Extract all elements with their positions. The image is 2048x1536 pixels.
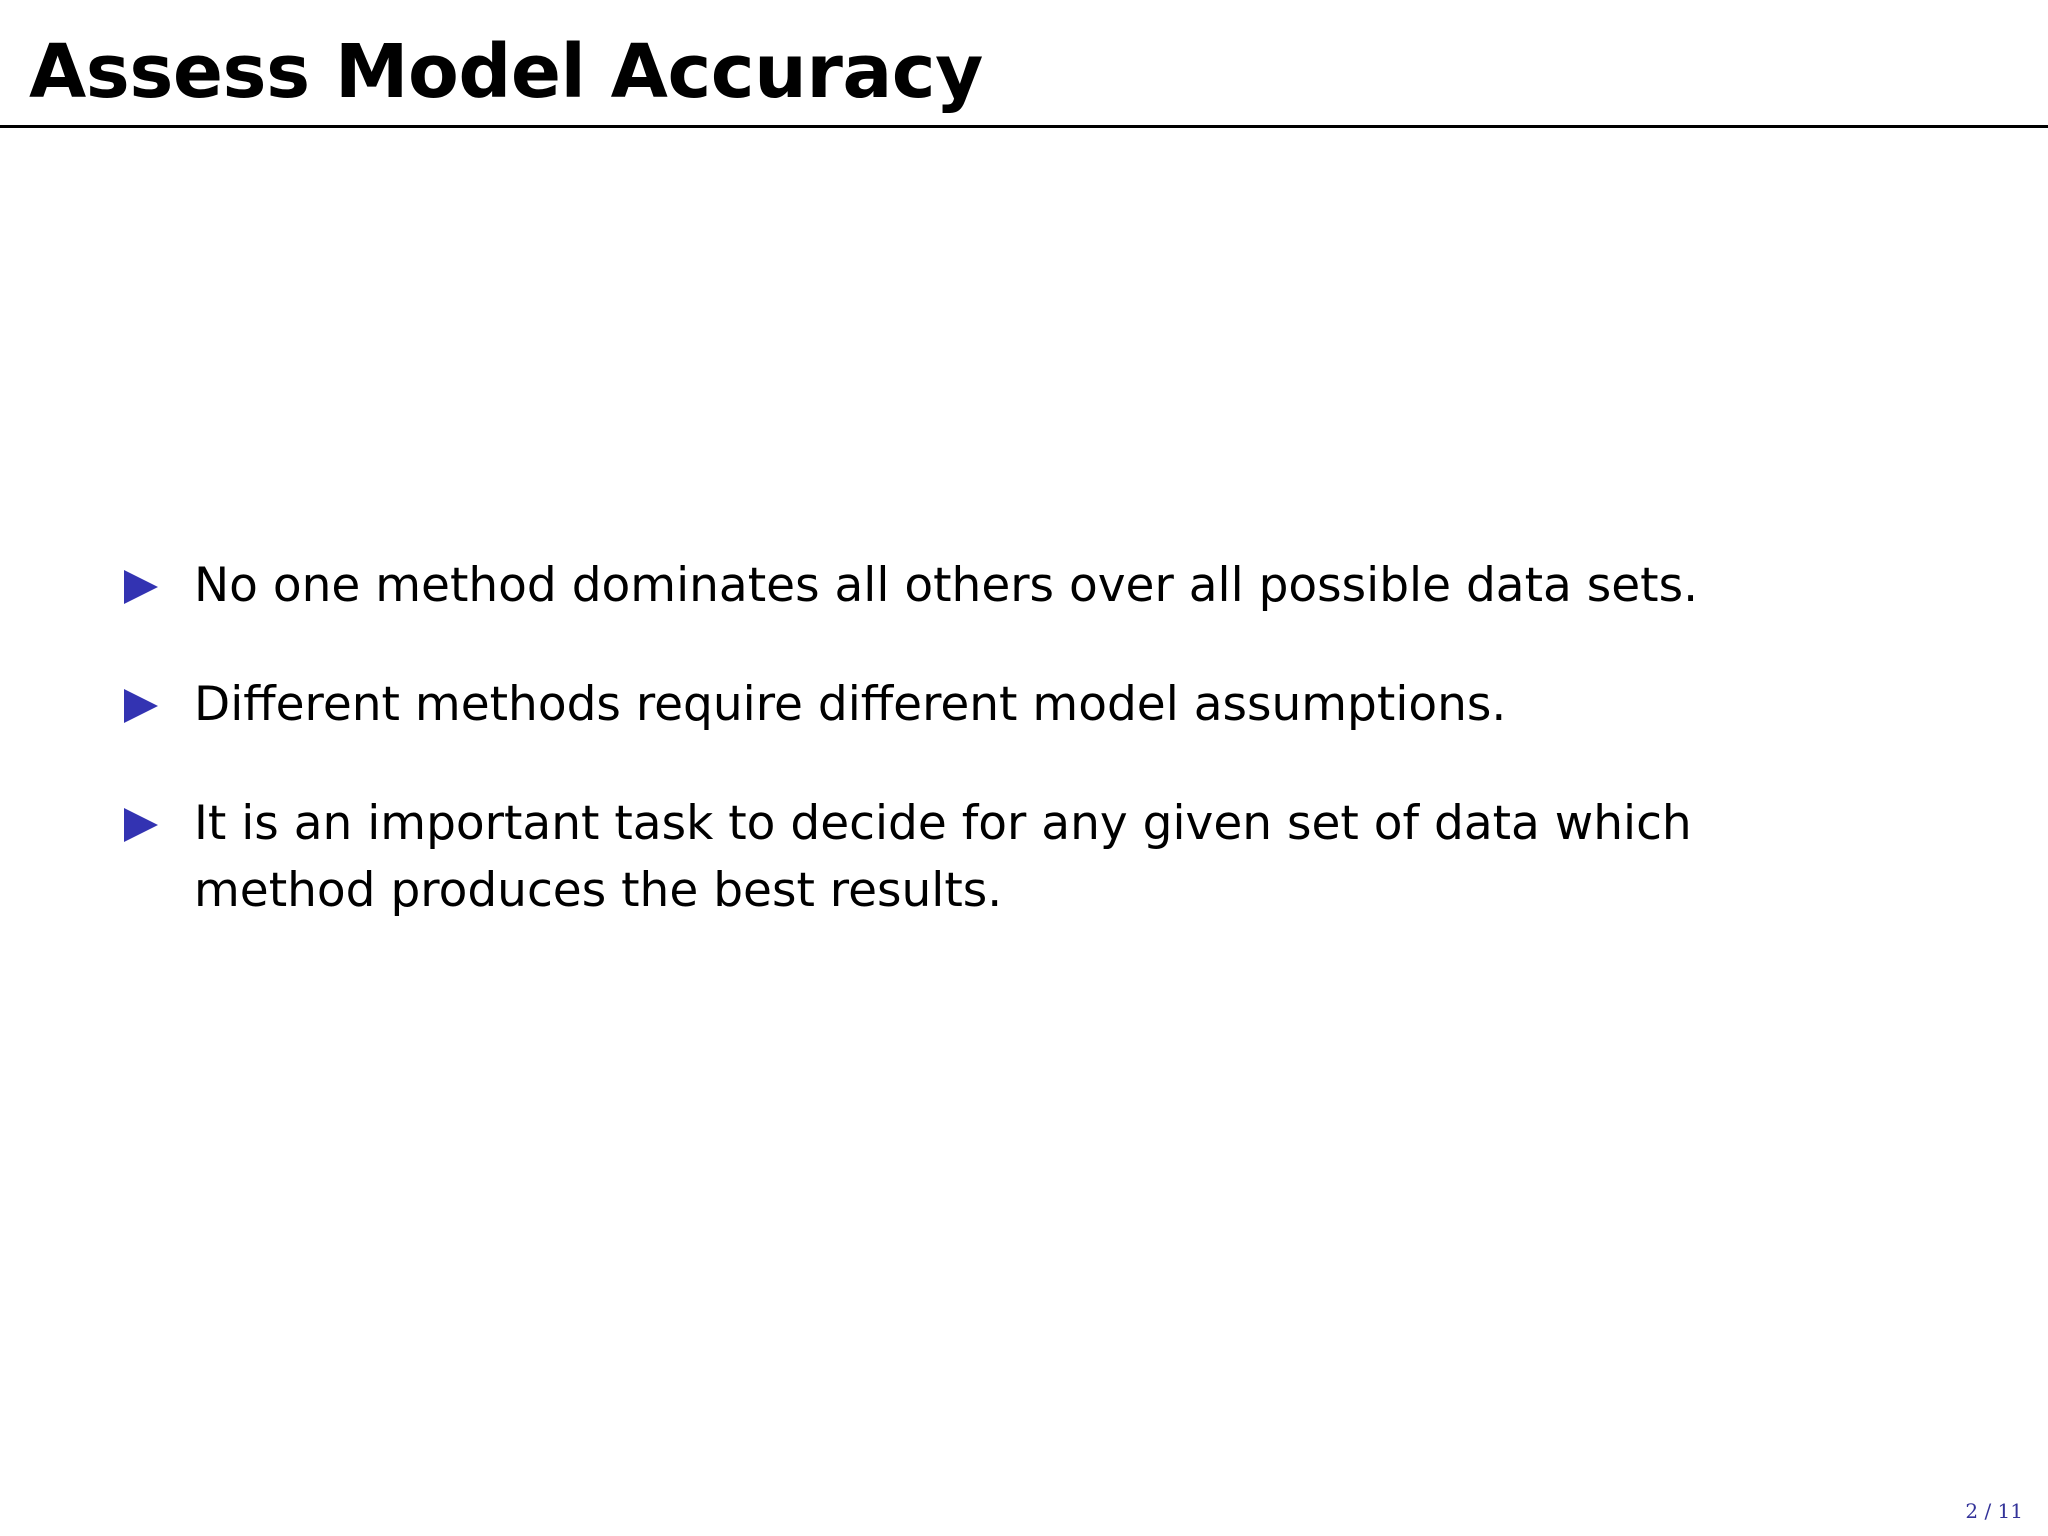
slide-title: Assess Model Accuracy: [29, 29, 983, 115]
bullet-item: [124, 552, 1924, 619]
triangle-right-icon: [124, 570, 158, 604]
bullet-text: No one method dominates all others over all possible data sets.: [194, 558, 1699, 613]
bullet-text: Different methods require different model assumptions.: [194, 677, 1507, 732]
page-number: 2 / 11: [1965, 1499, 2023, 1523]
triangle-right-icon: [124, 689, 158, 723]
bullet-text: It is an important task to decide for any given set of data which method produces the best results.: [194, 796, 1692, 918]
bullet-item: [124, 671, 1924, 738]
bullet-list: [124, 552, 1924, 976]
bullet-item: [124, 790, 1924, 924]
triangle-right-icon: [124, 808, 158, 842]
title-rule: [0, 125, 2048, 128]
